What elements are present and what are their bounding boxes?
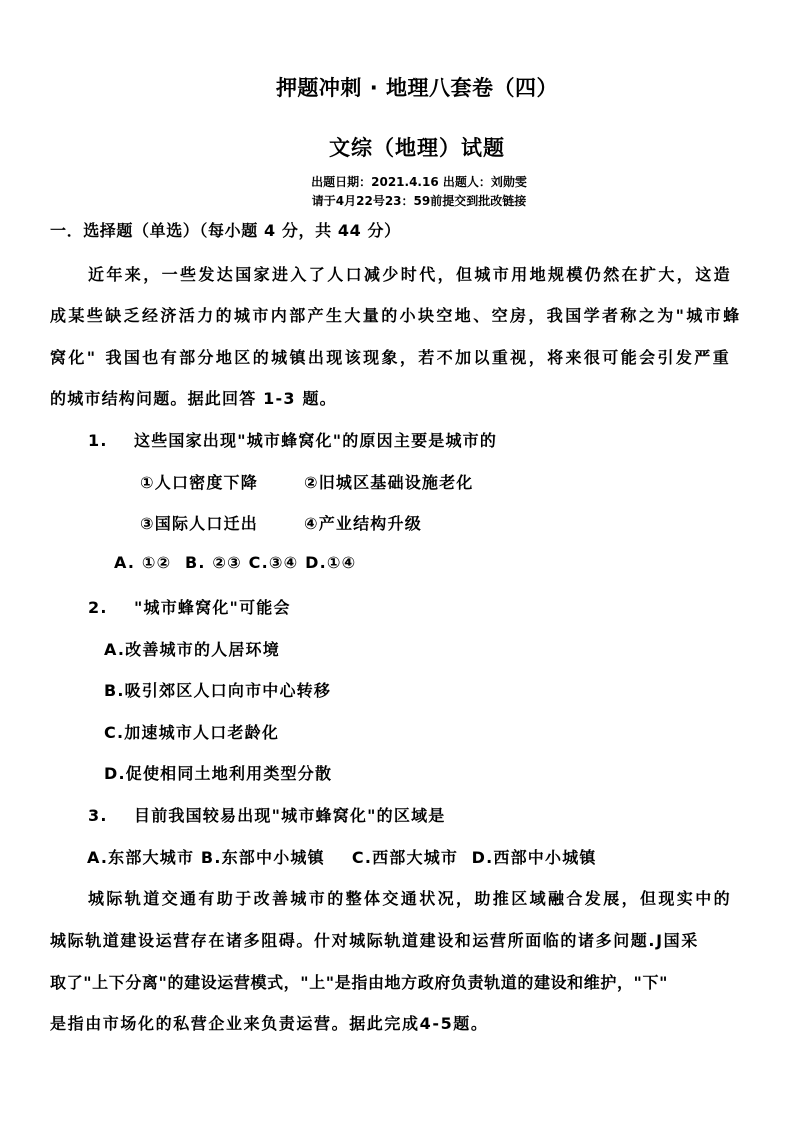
question-2-stem: "城市蜂窝化"可能会	[134, 598, 291, 617]
question-1-item-4: ④产业结构升级	[303, 514, 422, 533]
question-1-items-row-1	[140, 470, 474, 493]
section-heading: 一．选择题（单选）（每小题 4 分，共 44 分）	[50, 221, 401, 240]
question-1-choices: A. ①② B. ②③ C.③④ D.①④	[114, 553, 357, 572]
question-2-option-d: D.促使相同土地利用类型分散	[104, 764, 333, 783]
exam-meta-date-author: 出题日期：2021.4.16 出题人：刘勋雯	[311, 175, 527, 189]
passage1-line-4: 的城市结构问题。据此回答 1-3 题。	[50, 389, 337, 408]
passage2-line-2: 城际轨道建设运营存在诸多阻碍。什对城际轨道建设和运营所面临的诸多问题.J国采	[50, 931, 699, 950]
question-1-item-3: ③国际人口迁出	[140, 514, 258, 533]
passage2-line-4: 是指由市场化的私营企业来负责运营。据此完成4-5题。	[50, 1014, 489, 1033]
question-1-item-1: ①人口密度下降	[140, 473, 258, 492]
question-1	[88, 428, 497, 451]
passage1-line-1: 近年来，一些发达国家进入了人口减少时代，但城市用地规模仍然在扩大，这造	[88, 265, 733, 284]
passage2-line-3: 取了"上下分离"的建设运营模式，"上"是指由地方政府负责轨道的建设和维护，"下"	[50, 973, 669, 992]
question-2-option-b: B.吸引郊区人口向市中心转移	[104, 681, 332, 700]
exam-subtitle: 文综（地理）试题	[329, 136, 505, 160]
question-2-option-c: C.加速城市人口老龄化	[104, 723, 280, 742]
question-2-option-a: A.改善城市的人居环境	[104, 640, 280, 659]
question-3-stem: 目前我国较易出现"城市蜂窝化"的区域是	[134, 806, 446, 825]
exam-meta-deadline: 请于4月22号23：59前提交到批改链接	[311, 194, 527, 208]
question-3-number: 3.	[88, 806, 108, 825]
question-1-stem: 这些国家出现"城市蜂窝化"的原因主要是城市的	[134, 431, 498, 450]
passage1-line-2: 成某些缺乏经济活力的城市内部产生大量的小块空地、空房，我国学者称之为"城市蜂	[50, 306, 742, 325]
question-3-choices: A.东部大城市 B.东部中小城镇 C.西部大城市 D.西部中小城镇	[87, 848, 597, 867]
question-2	[88, 595, 291, 618]
question-1-items-row-2	[140, 511, 422, 534]
exam-title: 押题冲刺 · 地理八套卷（四）	[275, 76, 559, 100]
question-3	[88, 803, 445, 826]
question-2-number: 2.	[88, 598, 108, 617]
question-1-number: 1.	[88, 431, 108, 450]
passage2-line-1: 城际轨道交通有助于改善城市的整体交通状况，助推区域融合发展，但现实中的	[88, 889, 733, 908]
passage1-line-3: 窝化" 我国也有部分地区的城镇出现该现象，若不加以重视，将来很可能会引发严重	[50, 348, 732, 367]
question-1-item-2: ②旧城区基础设施老化	[303, 473, 474, 492]
